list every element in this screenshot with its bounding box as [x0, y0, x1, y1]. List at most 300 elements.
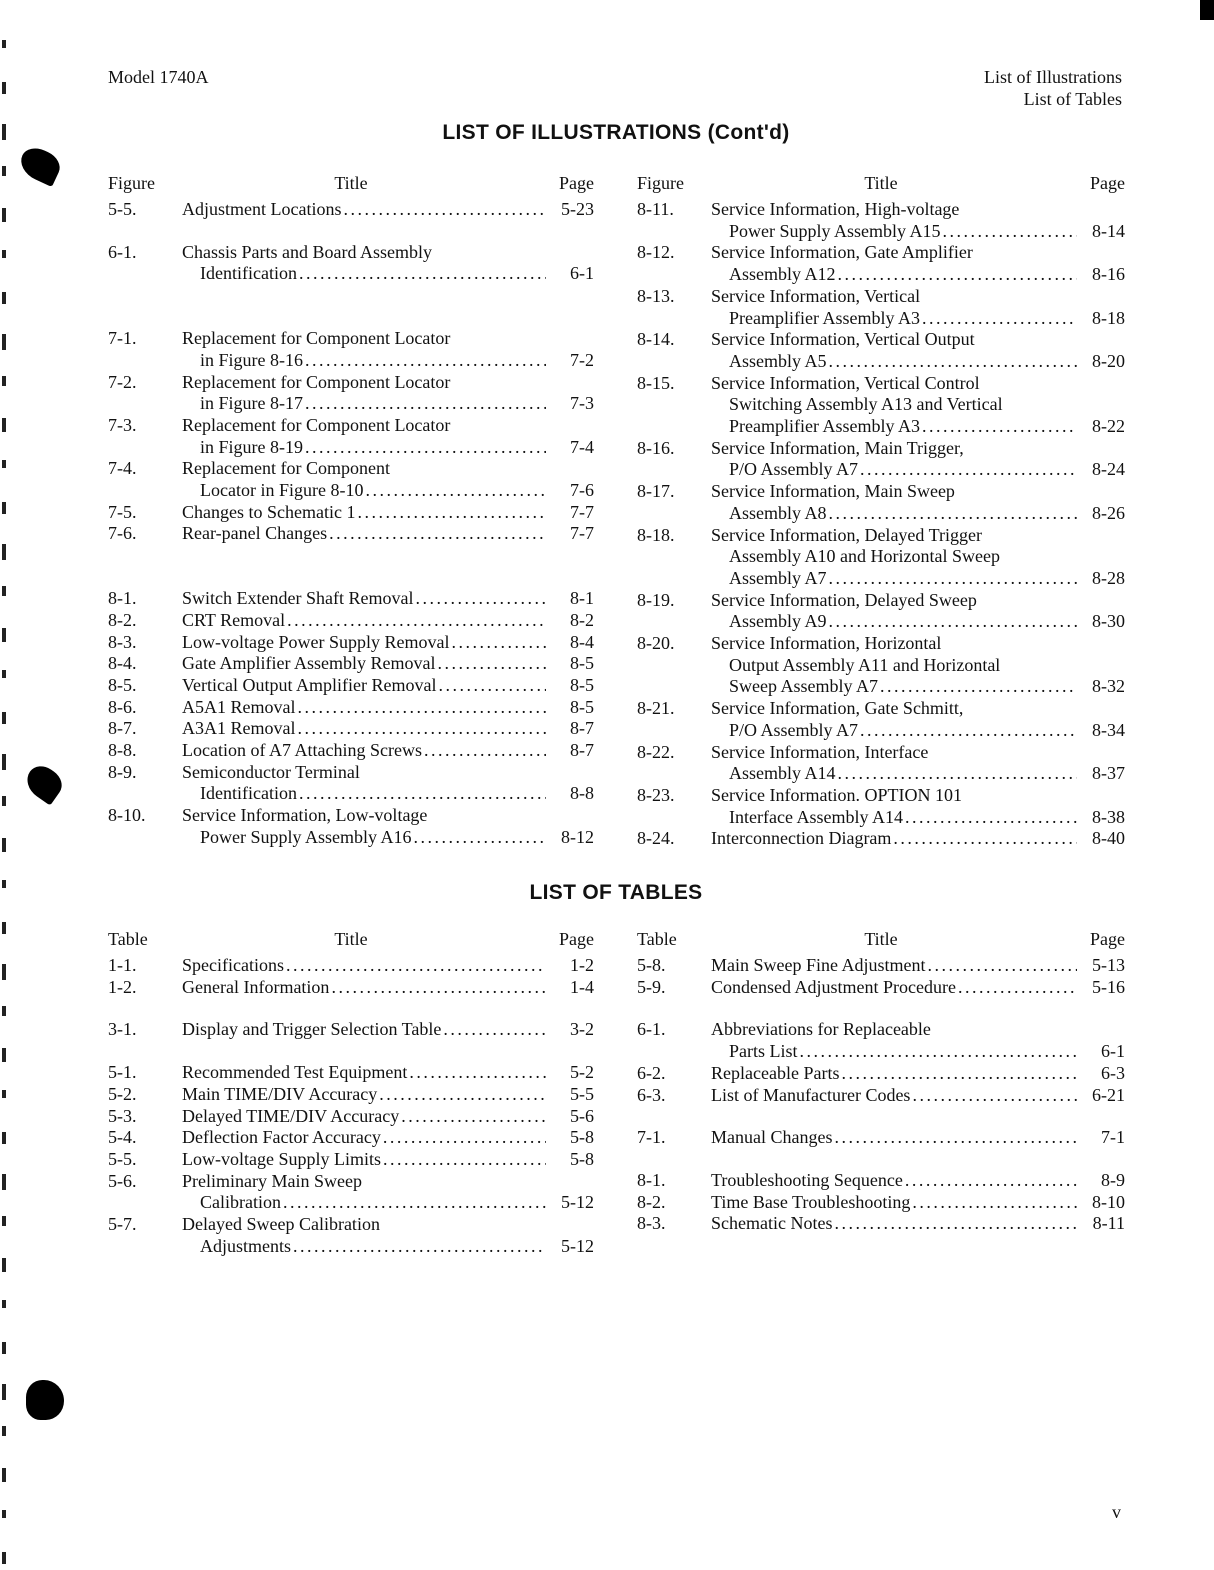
dot-leader	[285, 610, 546, 632]
dot-leader	[956, 977, 1077, 999]
dot-leader	[297, 263, 546, 285]
list-entry	[108, 588, 594, 610]
list-entry	[108, 1084, 594, 1106]
entry-number: 8-13.	[637, 285, 675, 306]
entry-title-text: in Figure 8-17	[200, 393, 303, 414]
entry-title-text: Service Information, Delayed Sweep	[711, 589, 977, 610]
entry-number: 6-1.	[637, 1019, 666, 1040]
entry-title-text: Service Information, Vertical	[711, 285, 921, 306]
dot-leader	[297, 783, 546, 805]
entry-number: 5-6.	[108, 1170, 137, 1191]
entry-body	[711, 977, 1125, 999]
entry-title-text: Schematic Notes	[711, 1213, 833, 1234]
list-entry	[637, 373, 1125, 438]
entry-title-line	[182, 328, 594, 350]
entry-title-line	[182, 740, 594, 762]
entry-title-text: Service Information, Main Trigger,	[711, 437, 964, 458]
entry-title-text: Assembly A14	[729, 763, 836, 784]
tables-right-column-header	[637, 929, 1125, 955]
entry-number: 6-1.	[108, 241, 137, 262]
dot-leader	[355, 502, 546, 524]
entry-body	[182, 415, 594, 458]
entry-title-line	[182, 1149, 594, 1171]
running-header-line-1: List of Illustrations	[984, 67, 1122, 87]
entry-number: 8-12.	[637, 242, 675, 263]
entry-title-text: in Figure 8-19	[200, 436, 303, 457]
col-label-title: Title	[864, 173, 898, 193]
margin-tick	[2, 1510, 6, 1518]
entry-number: 3-1.	[108, 1019, 137, 1040]
dot-leader	[891, 828, 1077, 850]
col-label-figure: Figure	[108, 173, 155, 193]
entry-page: 8-1	[570, 588, 594, 609]
margin-tick	[2, 586, 6, 596]
entry-title-line	[182, 783, 594, 805]
list-entry	[637, 1127, 1125, 1149]
list-entry	[637, 1019, 1125, 1062]
list-entry	[637, 1213, 1125, 1235]
col-label-page: Page	[559, 929, 594, 949]
list-entry	[637, 1192, 1125, 1214]
margin-tick	[2, 1048, 6, 1062]
entry-title-text: Service Information, Vertical Output	[711, 329, 975, 350]
entry-number: 8-6.	[108, 696, 137, 717]
entry-body	[182, 697, 594, 719]
entry-body	[182, 1084, 594, 1106]
entry-title-text: Replaceable Parts	[711, 1062, 840, 1083]
entry-number: 8-20.	[637, 633, 675, 654]
entry-body	[182, 1019, 594, 1041]
entry-number: 8-18.	[637, 524, 675, 545]
entry-title-text: Condensed Adjustment Procedure	[711, 976, 956, 997]
entry-title-text: Identification	[200, 783, 297, 804]
margin-tick	[2, 670, 6, 678]
tables-heading: LIST OF TABLES	[529, 881, 703, 904]
entry-number: 8-3.	[108, 631, 137, 652]
entry-body	[711, 438, 1125, 481]
entry-title-text: Parts List	[729, 1041, 798, 1062]
margin-tick	[2, 1090, 6, 1098]
entry-body	[711, 1019, 1125, 1062]
list-entry	[637, 525, 1125, 590]
entry-title-line	[711, 373, 1125, 395]
entry-body	[711, 590, 1125, 633]
entry-body	[182, 328, 594, 371]
entry-title-line	[711, 1085, 1125, 1107]
entry-number: 1-1.	[108, 955, 137, 975]
entry-title-line	[182, 350, 594, 372]
entry-number: 5-2.	[108, 1083, 137, 1104]
dot-leader	[827, 503, 1077, 525]
entry-body	[711, 1213, 1125, 1235]
illustrations-left-column	[108, 173, 594, 849]
entry-title-line	[711, 742, 1125, 764]
entry-title-text: Deflection Factor Accuracy	[182, 1127, 381, 1148]
entry-page: 6-3	[1101, 1062, 1125, 1083]
entry-title-text: Service Information, Gate Schmitt,	[711, 698, 964, 719]
list-entry	[637, 329, 1125, 372]
entry-title-text: Switching Assembly A13 and Vertical	[729, 394, 1003, 415]
entry-page: 8-16	[1092, 264, 1125, 285]
entry-page: 8-18	[1092, 307, 1125, 328]
margin-tick	[2, 40, 6, 48]
entry-title-line	[711, 546, 1125, 568]
running-header-section	[984, 66, 1122, 110]
entry-title-line	[711, 633, 1125, 655]
entry-title-line	[711, 1019, 1125, 1041]
margin-tick	[2, 712, 6, 724]
entry-title-line	[182, 523, 594, 545]
entry-title-text: Changes to Schematic 1	[182, 501, 356, 522]
entry-body	[182, 1106, 594, 1128]
entry-title-text: Manual Changes	[711, 1127, 833, 1148]
dot-leader	[926, 955, 1078, 977]
margin-tick	[2, 460, 6, 468]
entry-title-line	[182, 393, 594, 415]
entry-title-line	[711, 1192, 1125, 1214]
margin-tick	[2, 1468, 6, 1482]
entry-number: 7-3.	[108, 414, 137, 435]
entry-title-line	[182, 1214, 594, 1236]
entry-page: 7-7	[570, 501, 594, 522]
entry-body	[182, 955, 594, 977]
entry-page: 8-38	[1092, 806, 1125, 827]
dot-leader	[832, 1213, 1077, 1235]
margin-tick	[2, 1342, 6, 1354]
entry-title-text: Delayed TIME/DIV Accuracy	[182, 1105, 400, 1126]
entry-title-text: Assembly A9	[729, 611, 827, 632]
scan-edge-mark	[1200, 0, 1214, 20]
entry-number: 8-9.	[108, 761, 137, 782]
margin-tick	[2, 796, 6, 806]
entry-title-text: Preliminary Main Sweep	[182, 1170, 362, 1191]
entry-title-text: Service Information, High-voltage	[711, 199, 960, 219]
running-header-model: Model 1740A	[108, 67, 209, 87]
dot-leader	[827, 351, 1077, 373]
margin-tick	[2, 418, 6, 432]
entry-title-text: Switch Extender Shaft Removal	[182, 588, 414, 609]
entry-number: 8-22.	[637, 741, 675, 762]
entry-number: 8-8.	[108, 740, 137, 761]
binder-hole-mark	[21, 760, 68, 805]
list-entry	[108, 1214, 594, 1257]
entry-title-text: General Information	[182, 976, 330, 997]
entry-body	[182, 1171, 594, 1214]
dot-leader	[295, 718, 546, 740]
dot-leader	[436, 675, 546, 697]
margin-tick	[2, 334, 6, 350]
dot-leader	[327, 523, 546, 545]
col-label-title: Title	[864, 929, 898, 949]
entry-page: 8-28	[1092, 567, 1125, 588]
entry-title-text: Service Information, Main Sweep	[711, 481, 955, 502]
entry-page: 7-4	[570, 436, 594, 457]
list-entry	[637, 698, 1125, 741]
dot-leader	[377, 1084, 546, 1106]
entry-title-line	[182, 263, 594, 285]
entry-title-line	[711, 1127, 1125, 1149]
dot-leader	[827, 611, 1077, 633]
entry-number: 8-10.	[108, 805, 146, 826]
dot-leader	[941, 221, 1077, 243]
entry-body	[711, 633, 1125, 698]
entry-title-line	[182, 588, 594, 610]
entry-title-text: A5A1 Removal	[182, 696, 296, 717]
entry-number: 7-1.	[108, 328, 137, 349]
entry-title-line	[711, 720, 1125, 742]
tables-right-column	[637, 929, 1125, 1235]
entry-page: 8-40	[1092, 828, 1125, 849]
dot-leader	[284, 955, 546, 977]
entry-number: 8-4.	[108, 653, 137, 674]
entry-title-text: Adjustments	[200, 1235, 292, 1256]
entry-number: 7-4.	[108, 458, 137, 479]
list-entry	[108, 1149, 594, 1171]
entry-page: 8-30	[1092, 611, 1125, 632]
entry-number: 8-15.	[637, 372, 675, 393]
entry-title-line	[182, 675, 594, 697]
entry-title-line	[182, 1192, 594, 1214]
entry-title-text: in Figure 8-16	[200, 349, 303, 370]
dot-leader	[303, 350, 546, 372]
entry-title-line	[182, 437, 594, 459]
entry-body	[711, 286, 1125, 329]
list-entry	[108, 1127, 594, 1149]
dot-leader	[435, 653, 546, 675]
dot-leader	[329, 977, 546, 999]
list-entry	[108, 740, 594, 762]
entry-body	[182, 1149, 594, 1171]
list-entry	[108, 458, 594, 501]
list-entry	[108, 697, 594, 719]
entry-number: 5-3.	[108, 1105, 137, 1126]
entry-body	[711, 199, 1125, 242]
entry-number: 8-19.	[637, 589, 675, 610]
margin-tick	[2, 208, 6, 222]
entry-title-text: Abbreviations for Replaceable	[711, 1019, 931, 1040]
tables-left-column	[108, 929, 594, 1257]
entry-number: 8-2.	[637, 1191, 666, 1212]
entry-title-line	[182, 632, 594, 654]
entry-title-line	[711, 308, 1125, 330]
entry-title-text: Display and Trigger Selection Table	[182, 1019, 442, 1040]
list-entry	[637, 590, 1125, 633]
entry-title-line	[711, 828, 1125, 850]
entry-title-line	[711, 785, 1125, 807]
entry-title-text: Service Information, Horizontal	[711, 633, 942, 654]
entry-title-text: List of Manufacturer Codes	[711, 1084, 911, 1105]
entry-title-line	[711, 977, 1125, 999]
entry-body	[182, 675, 594, 697]
entry-body	[711, 828, 1125, 850]
entry-page: 8-7	[570, 718, 594, 739]
entry-page: 5-2	[570, 1062, 594, 1083]
col-label-page: Page	[559, 173, 594, 193]
col-label-title: Title	[334, 929, 368, 949]
entry-title-text: Service Information, Low-voltage	[182, 805, 428, 826]
entry-title-line	[711, 286, 1125, 308]
list-entry	[108, 1062, 594, 1084]
dot-leader	[381, 1149, 546, 1171]
dot-leader	[441, 1019, 546, 1041]
list-entry	[108, 675, 594, 697]
entry-body	[711, 1192, 1125, 1214]
list-entry	[637, 633, 1125, 698]
entry-title-line	[711, 590, 1125, 612]
list-entry	[108, 632, 594, 654]
dot-leader	[295, 697, 546, 719]
entry-body	[711, 373, 1125, 438]
entry-title-text: Main Sweep Fine Adjustment	[711, 955, 926, 975]
entry-body	[182, 718, 594, 740]
entry-title-text: P/O Assembly A7	[729, 459, 859, 480]
margin-tick	[2, 1174, 6, 1190]
entry-title-line	[182, 1084, 594, 1106]
entry-number: 8-2.	[108, 609, 137, 630]
entry-title-line	[711, 698, 1125, 720]
margin-tick	[2, 82, 6, 94]
entry-title-line	[182, 199, 594, 221]
list-entry	[108, 955, 594, 977]
dot-leader	[920, 308, 1077, 330]
entry-body	[182, 610, 594, 632]
entry-number: 5-7.	[108, 1214, 137, 1235]
entry-title-line	[711, 459, 1125, 481]
entry-title-text: Assembly A12	[729, 264, 836, 285]
entry-body	[711, 242, 1125, 285]
entry-title-line	[182, 415, 594, 437]
margin-tick	[2, 1552, 6, 1564]
entry-number: 8-17.	[637, 481, 675, 502]
margin-tick	[2, 1300, 6, 1308]
entry-page: 8-14	[1092, 220, 1125, 241]
entry-page: 8-5	[570, 653, 594, 674]
entry-number: 7-5.	[108, 501, 137, 522]
dot-leader	[381, 1127, 546, 1149]
entry-title-line	[182, 805, 594, 827]
running-header-line-2: List of Tables	[1023, 89, 1122, 109]
entry-title-line	[182, 653, 594, 675]
entry-title-text: Recommended Test Equipment	[182, 1062, 408, 1083]
entry-page: 6-1	[1101, 1041, 1125, 1062]
dot-leader	[858, 720, 1077, 742]
entry-title-line	[182, 372, 594, 394]
entry-title-line	[182, 977, 594, 999]
entry-number: 8-24.	[637, 828, 675, 849]
entry-title-line	[182, 1127, 594, 1149]
margin-tick	[2, 838, 6, 852]
entry-title-text: Power Supply Assembly A16	[200, 826, 412, 847]
entry-title-line	[182, 718, 594, 740]
entry-title-line	[182, 1019, 594, 1041]
entry-title-line	[711, 438, 1125, 460]
entry-title-line	[711, 503, 1125, 525]
entry-page: 7-2	[570, 349, 594, 370]
dot-leader	[413, 588, 546, 610]
entry-title-line	[711, 807, 1125, 829]
entry-number: 8-1.	[637, 1169, 666, 1190]
entry-title-line	[711, 955, 1125, 977]
entry-body	[711, 481, 1125, 524]
entry-body	[711, 1127, 1125, 1149]
entry-title-line	[182, 242, 594, 264]
entry-body	[182, 1127, 594, 1149]
list-entry	[637, 1170, 1125, 1192]
list-entry	[637, 785, 1125, 828]
entry-number: 8-16.	[637, 437, 675, 458]
entry-title-line	[182, 697, 594, 719]
entry-number: 6-3.	[637, 1084, 666, 1105]
entry-title-text: A3A1 Removal	[182, 718, 296, 739]
entry-title-line	[711, 763, 1125, 785]
entry-page: 8-7	[570, 740, 594, 761]
entry-title-line	[182, 1171, 594, 1193]
dot-leader	[303, 393, 546, 415]
margin-tick	[2, 166, 6, 176]
entry-page: 7-7	[570, 523, 594, 544]
margin-tick	[2, 292, 6, 304]
entry-number: 8-14.	[637, 329, 675, 350]
dot-leader	[422, 740, 546, 762]
illustrations-left-list	[108, 199, 594, 849]
list-entry	[108, 977, 594, 999]
entry-title-text: Identification	[200, 263, 297, 284]
entry-title-text: Semiconductor Terminal	[182, 761, 360, 782]
binder-hole-mark	[26, 1380, 64, 1420]
entry-page: 8-34	[1092, 719, 1125, 740]
list-entry	[108, 502, 594, 524]
binder-hole-mark	[16, 143, 65, 187]
entry-title-text: Service Information, Delayed Trigger	[711, 524, 982, 545]
entry-title-text: P/O Assembly A7	[729, 719, 859, 740]
entry-page: 7-6	[570, 480, 594, 501]
entry-title-line	[182, 1236, 594, 1258]
entry-body	[182, 977, 594, 999]
entry-title-text: Main TIME/DIV Accuracy	[182, 1083, 378, 1104]
entry-page: 5-23	[561, 199, 594, 219]
entry-title-text: Service Information, Interface	[711, 741, 929, 762]
entry-title-line	[182, 1062, 594, 1084]
entry-title-line	[711, 394, 1125, 416]
entry-number: 8-7.	[108, 718, 137, 739]
entry-title-line	[711, 1041, 1125, 1063]
dot-leader	[836, 763, 1077, 785]
entry-body	[711, 329, 1125, 372]
dot-leader	[449, 632, 546, 654]
entry-body	[711, 742, 1125, 785]
entry-title-line	[711, 199, 1125, 221]
col-label-figure: Figure	[637, 173, 684, 193]
entry-title-line	[182, 502, 594, 524]
list-entry	[108, 328, 594, 371]
list-entry	[108, 718, 594, 740]
entry-page: 8-12	[561, 826, 594, 847]
dot-leader	[910, 1085, 1077, 1107]
dot-leader	[903, 1170, 1077, 1192]
entry-title-text: Troubleshooting Sequence	[711, 1169, 903, 1190]
margin-tick	[2, 754, 6, 770]
entry-page: 5-13	[1092, 955, 1125, 975]
entry-title-line	[182, 610, 594, 632]
entry-title-line	[182, 458, 594, 480]
list-entry	[637, 742, 1125, 785]
col-label-page: Page	[1090, 929, 1125, 949]
entry-body	[711, 785, 1125, 828]
entry-title-text: Replacement for Component Locator	[182, 328, 451, 349]
entry-title-text: Time Base Troubleshooting	[711, 1191, 911, 1212]
dot-leader	[407, 1062, 546, 1084]
list-entry	[637, 242, 1125, 285]
